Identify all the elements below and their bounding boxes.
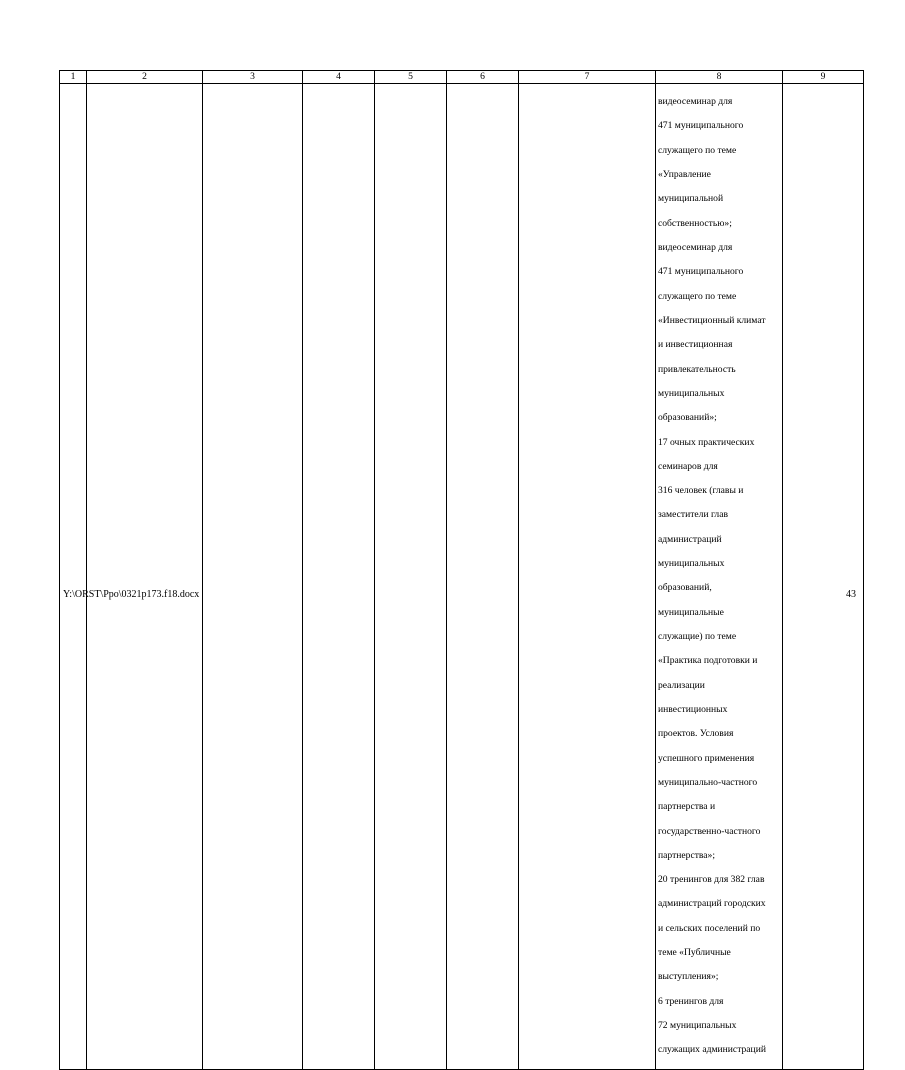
text-line: 20 тренингов для 382 глав bbox=[658, 874, 765, 886]
text-line: «Инвестиционный климат bbox=[658, 314, 766, 326]
text-line: образований, bbox=[658, 582, 712, 594]
body-cell-6 bbox=[447, 84, 519, 1070]
text-line: муниципальных bbox=[658, 558, 725, 570]
text-line: и сельских поселений по bbox=[658, 922, 761, 934]
header-cell-4: 4 bbox=[303, 71, 375, 84]
text-line: «Управление bbox=[658, 169, 711, 181]
header-cell-9: 9 bbox=[783, 71, 864, 84]
text-line: служащих администраций bbox=[658, 1044, 766, 1056]
text-line: муниципальные bbox=[658, 606, 724, 618]
footer-page-number: 43 bbox=[846, 589, 856, 600]
body-cell-7 bbox=[519, 84, 656, 1070]
text-line: заместители глав bbox=[658, 509, 728, 521]
text-line: партнерства»; bbox=[658, 849, 716, 861]
body-cell-5 bbox=[375, 84, 447, 1070]
text-line: теме «Публичные bbox=[658, 947, 731, 959]
text-line: служащего по теме bbox=[658, 144, 737, 156]
table-row bbox=[60, 84, 864, 1070]
text-line: партнерства и bbox=[658, 801, 716, 813]
text-line: государственно-частного bbox=[658, 825, 761, 837]
text-line: видеосеминар для bbox=[658, 96, 733, 108]
text-line: реализации bbox=[658, 679, 705, 691]
text-line: 316 человек (главы и bbox=[658, 485, 744, 497]
text-line: служащего по теме bbox=[658, 290, 737, 302]
header-cell-8: 8 bbox=[656, 71, 783, 84]
body-cell-8-text bbox=[656, 84, 783, 1070]
header-cell-6: 6 bbox=[447, 71, 519, 84]
text-line: собственностью»; bbox=[658, 217, 732, 229]
footer-file-path: Y:\ORST\Ppo\0321p173.f18.docx bbox=[63, 589, 200, 600]
header-cell-7: 7 bbox=[519, 71, 656, 84]
body-cell-4 bbox=[303, 84, 375, 1070]
text-line: 471 муниципального bbox=[658, 266, 744, 278]
text-line: администраций bbox=[658, 533, 722, 545]
body-cell-1 bbox=[60, 84, 87, 1070]
header-cell-5: 5 bbox=[375, 71, 447, 84]
text-line: 17 очных практических bbox=[658, 436, 755, 448]
body-cell-9 bbox=[783, 84, 864, 1070]
document-table bbox=[59, 70, 864, 1070]
table-header-row bbox=[60, 71, 864, 84]
text-line: выступления»; bbox=[658, 971, 719, 983]
header-cell-1: 1 bbox=[60, 71, 87, 84]
text-line: «Практика подготовки и bbox=[658, 655, 758, 667]
header-cell-2: 2 bbox=[87, 71, 203, 84]
text-line: и инвестиционная bbox=[658, 339, 733, 351]
text-line: администраций городских bbox=[658, 898, 766, 910]
text-line: видеосеминар для bbox=[658, 242, 733, 254]
text-line: семинаров для bbox=[658, 460, 718, 472]
header-cell-3: 3 bbox=[203, 71, 303, 84]
text-line: инвестиционных bbox=[658, 703, 728, 715]
body-cell-2 bbox=[87, 84, 203, 1070]
text-line: муниципальной bbox=[658, 193, 724, 205]
body-cell-3 bbox=[203, 84, 303, 1070]
text-line: проектов. Условия bbox=[658, 728, 734, 740]
text-line: муниципально-частного bbox=[658, 776, 758, 788]
text-line: 72 муниципальных bbox=[658, 1020, 737, 1032]
text-line: 471 муниципального bbox=[658, 120, 744, 132]
text-line: привлекательность bbox=[658, 363, 736, 375]
text-line: 6 тренингов для bbox=[658, 995, 724, 1007]
text-line: служащие) по теме bbox=[658, 631, 737, 643]
text-line: муниципальных bbox=[658, 387, 725, 399]
text-line: успешного применения bbox=[658, 752, 755, 764]
text-line: образований»; bbox=[658, 412, 717, 424]
